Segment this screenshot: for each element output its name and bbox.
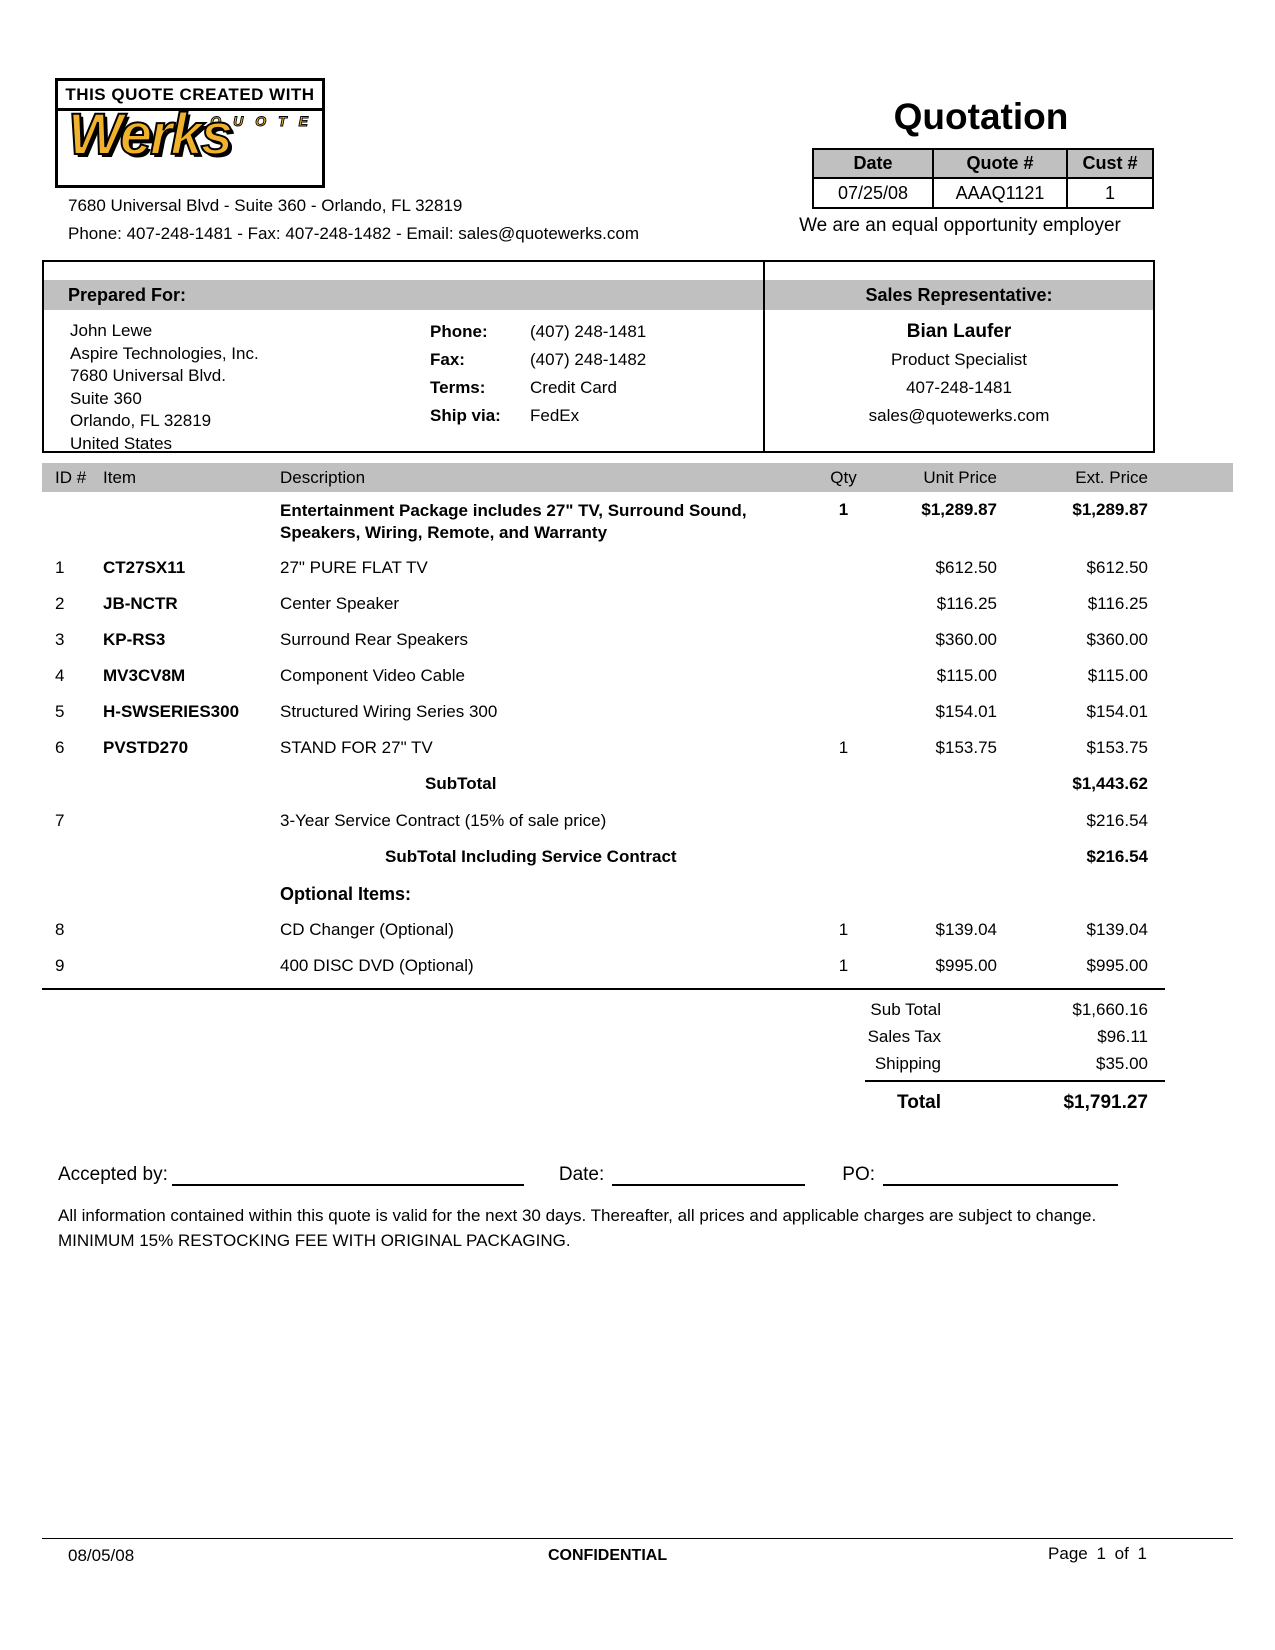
subtotal-label: SubTotal bbox=[425, 774, 497, 793]
totals-section bbox=[42, 996, 1165, 1124]
totals-row bbox=[42, 1050, 1165, 1077]
item-unit-price: $612.50 bbox=[935, 558, 997, 577]
totals-divider bbox=[42, 988, 1165, 990]
phone-label: Phone: bbox=[430, 322, 488, 341]
col-header-qty: Qty bbox=[830, 467, 857, 487]
item-unit-price: $995.00 bbox=[935, 956, 997, 975]
sales-tax-value: $96.11 bbox=[1097, 1026, 1148, 1046]
item-code: H-SWSERIES300 bbox=[103, 702, 240, 721]
sales-rep-heading: Sales Representative: bbox=[765, 280, 1153, 310]
shipvia-label: Ship via: bbox=[430, 406, 501, 425]
disclaimer-line-1: All information contained within this quote is valid for the next 30 days. Thereafter, all prices and applicable charges are subject to change. bbox=[58, 1206, 1097, 1225]
table-row bbox=[42, 666, 1233, 702]
info-section bbox=[42, 260, 1155, 453]
subtotal-row bbox=[42, 774, 1233, 811]
sales-rep-content bbox=[765, 310, 1153, 430]
item-unit-price: $139.04 bbox=[935, 920, 997, 939]
item-code: KP-RS3 bbox=[103, 630, 166, 649]
item-id: 7 bbox=[55, 811, 65, 830]
sales-tax-label: Sales Tax bbox=[867, 1026, 941, 1046]
col-header-unit: Unit Price bbox=[923, 467, 997, 487]
logo-wordmark bbox=[58, 111, 322, 185]
equal-opportunity-text: We are an equal opportunity employer bbox=[799, 215, 1121, 236]
subtotal-total-label: Sub Total bbox=[870, 999, 941, 1019]
item-ext-price: $116.25 bbox=[1087, 594, 1148, 613]
customer-fields bbox=[430, 322, 646, 455]
logo-werks-text: Werks bbox=[68, 111, 232, 167]
table-row bbox=[42, 956, 1233, 992]
item-unit-price: $116.25 bbox=[936, 594, 997, 613]
quote-meta-table bbox=[812, 148, 1154, 209]
optional-items-row bbox=[42, 884, 1233, 920]
grand-total-row bbox=[42, 1082, 1165, 1124]
subtotal-incl-label: SubTotal Including Service Contract bbox=[385, 847, 677, 866]
terms-label: Terms: bbox=[430, 378, 486, 397]
prepared-for-content bbox=[44, 310, 763, 455]
item-ext-price: $154.01 bbox=[1086, 702, 1148, 721]
disclaimer-text bbox=[58, 1203, 1178, 1253]
phone-value: (407) 248-1481 bbox=[530, 322, 647, 341]
item-code: PVSTD270 bbox=[103, 738, 189, 757]
table-row bbox=[42, 702, 1233, 738]
po-line bbox=[883, 1158, 1118, 1186]
item-description: Structured Wiring Series 300 bbox=[280, 702, 498, 721]
table-row bbox=[42, 594, 1233, 630]
customer-street: 7680 Universal Blvd. bbox=[70, 366, 226, 385]
meta-date-header: Date bbox=[813, 149, 933, 178]
item-ext-price: $612.50 bbox=[1086, 558, 1148, 577]
table-row bbox=[42, 558, 1233, 594]
item-code: JB-NCTR bbox=[103, 594, 178, 613]
fax-label: Fax: bbox=[430, 350, 465, 369]
company-contact-line: Phone: 407-248-1481 - Fax: 407-248-1482 - Email: sales@quotewerks.com bbox=[68, 224, 640, 243]
totals-row bbox=[42, 1023, 1165, 1050]
item-id: 3 bbox=[55, 630, 65, 649]
prepared-for-box bbox=[42, 260, 763, 453]
customer-country: United States bbox=[70, 433, 173, 453]
col-header-desc: Description bbox=[280, 467, 366, 487]
item-ext-price: $1,289.87 bbox=[1072, 500, 1148, 519]
sales-rep-email: sales@quotewerks.com bbox=[868, 406, 1050, 425]
logo-tagline: THIS QUOTE CREATED WITH bbox=[58, 81, 322, 111]
footer-confidential: CONFIDENTIAL bbox=[548, 1547, 668, 1564]
item-qty: 1 bbox=[838, 500, 849, 519]
item-description: Surround Rear Speakers bbox=[280, 630, 469, 649]
field-row bbox=[430, 378, 646, 406]
prepared-for-heading: Prepared For: bbox=[44, 280, 763, 310]
sales-rep-box bbox=[763, 260, 1155, 453]
meta-quote-value: AAAQ1121 bbox=[933, 178, 1067, 208]
footer-page-number: Page 1 of 1 bbox=[1048, 1544, 1147, 1563]
item-id: 4 bbox=[55, 666, 65, 685]
subtotal-incl-row bbox=[42, 847, 1233, 884]
quotewerks-logo bbox=[55, 78, 325, 188]
meta-quote-header: Quote # bbox=[933, 149, 1067, 178]
shipping-label: Shipping bbox=[874, 1053, 941, 1073]
item-unit-price: $360.00 bbox=[935, 630, 997, 649]
item-id: 2 bbox=[55, 594, 65, 613]
item-description: Speakers, Wiring, Remote, and Warranty bbox=[280, 523, 608, 542]
footer-date: 08/05/08 bbox=[68, 1546, 135, 1565]
items-header-row bbox=[42, 463, 1233, 492]
item-code: MV3CV8M bbox=[103, 666, 186, 685]
item-id: 8 bbox=[55, 920, 65, 939]
meta-date-value: 07/25/08 bbox=[813, 178, 933, 208]
meta-cust-value: 1 bbox=[1067, 178, 1153, 208]
col-header-ext: Ext. Price bbox=[1075, 467, 1148, 487]
item-unit-price: $1,289.87 bbox=[921, 500, 997, 519]
grand-total-label: Total bbox=[897, 1092, 941, 1113]
item-id: 6 bbox=[55, 738, 65, 757]
item-description: 3-Year Service Contract (15% of sale price) bbox=[280, 811, 607, 830]
shipping-value: $35.00 bbox=[1096, 1053, 1148, 1073]
company-address-line: 7680 Universal Blvd - Suite 360 - Orlando, FL 32819 bbox=[68, 196, 463, 215]
customer-address-block bbox=[70, 320, 400, 455]
item-ext-price: $216.54 bbox=[1086, 811, 1148, 830]
item-ext-price: $360.00 bbox=[1086, 630, 1148, 649]
customer-name: John Lewe bbox=[70, 321, 153, 340]
footer-divider bbox=[42, 1538, 1233, 1539]
signature-section bbox=[58, 1158, 1118, 1186]
fax-value: (407) 248-1482 bbox=[530, 350, 647, 369]
subtotal-value: $1,443.62 bbox=[1072, 774, 1148, 793]
logo-quote-letters: QUOTE bbox=[210, 113, 320, 129]
optional-items-label: Optional Items: bbox=[280, 884, 412, 904]
item-qty: 1 bbox=[838, 956, 849, 975]
table-row bbox=[42, 811, 1233, 847]
customer-city: Orlando, FL 32819 bbox=[70, 411, 212, 430]
accepted-by-label: Accepted by: bbox=[58, 1164, 168, 1185]
totals-row bbox=[42, 996, 1165, 1023]
item-ext-price: $115.00 bbox=[1087, 666, 1148, 685]
field-row bbox=[430, 406, 646, 434]
signature-date-line bbox=[612, 1158, 805, 1186]
terms-value: Credit Card bbox=[530, 378, 617, 397]
item-qty: 1 bbox=[838, 920, 849, 939]
line-items-table bbox=[42, 463, 1233, 992]
po-label: PO: bbox=[842, 1164, 875, 1185]
sales-rep-title: Product Specialist bbox=[890, 350, 1028, 369]
items-rows bbox=[42, 492, 1233, 992]
item-qty: 1 bbox=[838, 738, 849, 757]
item-description: 27" PURE FLAT TV bbox=[280, 558, 428, 577]
table-row bbox=[42, 500, 1233, 558]
item-unit-price: $154.01 bbox=[935, 702, 997, 721]
item-id: 5 bbox=[55, 702, 65, 721]
subtotal-incl-value: $216.54 bbox=[1086, 847, 1148, 866]
field-row bbox=[430, 350, 646, 378]
sales-rep-phone: 407-248-1481 bbox=[906, 378, 1012, 397]
meta-cust-header: Cust # bbox=[1067, 149, 1153, 178]
item-ext-price: $995.00 bbox=[1086, 956, 1148, 975]
table-row bbox=[42, 738, 1233, 774]
grand-total-value: $1,791.27 bbox=[1063, 1092, 1148, 1113]
signature-date-label: Date: bbox=[558, 1164, 605, 1185]
item-id: 9 bbox=[55, 956, 65, 975]
item-description: 400 DISC DVD (Optional) bbox=[280, 956, 474, 975]
document-title: Quotation bbox=[893, 96, 1069, 137]
item-description: Center Speaker bbox=[280, 594, 400, 613]
item-code: CT27SX11 bbox=[103, 558, 186, 577]
item-description: Component Video Cable bbox=[280, 666, 465, 685]
sales-rep-name: Bian Laufer bbox=[906, 321, 1012, 342]
item-ext-price: $153.75 bbox=[1086, 738, 1148, 757]
item-unit-price: $115.00 bbox=[936, 666, 997, 685]
item-ext-price: $139.04 bbox=[1086, 920, 1148, 939]
shipvia-value: FedEx bbox=[530, 406, 580, 425]
accepted-by-signature-line bbox=[172, 1158, 524, 1186]
customer-suite: Suite 360 bbox=[70, 388, 142, 408]
col-header-id: ID # bbox=[55, 467, 87, 487]
disclaimer-line-2: MINIMUM 15% RESTOCKING FEE WITH ORIGINAL PACKAGING. bbox=[58, 1231, 571, 1250]
item-id: 1 bbox=[55, 558, 65, 577]
field-row bbox=[430, 322, 646, 350]
item-description: CD Changer (Optional) bbox=[280, 920, 454, 939]
item-description: Entertainment Package includes 27" TV, Surround Sound, bbox=[280, 501, 747, 520]
col-header-item: Item bbox=[103, 467, 137, 487]
subtotal-total-value: $1,660.16 bbox=[1072, 999, 1148, 1019]
table-row bbox=[42, 630, 1233, 666]
item-unit-price: $153.75 bbox=[935, 738, 997, 757]
item-description: STAND FOR 27" TV bbox=[280, 738, 433, 757]
customer-company: Aspire Technologies, Inc. bbox=[70, 343, 259, 363]
table-row bbox=[42, 920, 1233, 956]
